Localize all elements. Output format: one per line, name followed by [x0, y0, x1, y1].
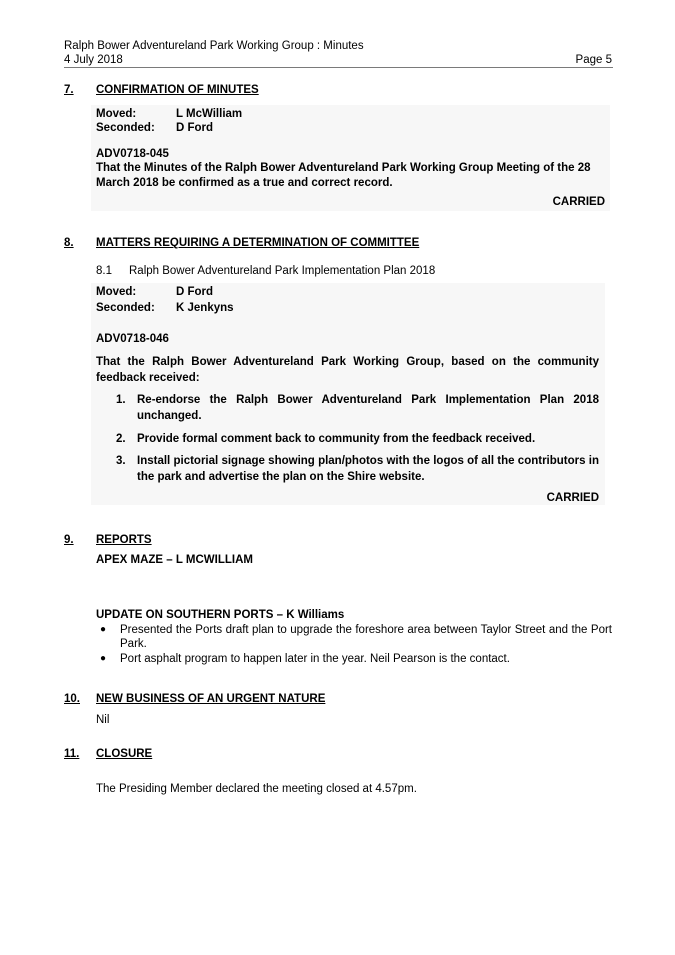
section-8-resolution-id: ADV0718-046	[96, 333, 169, 345]
item-text: Provide formal comment back to community from the feedback received.	[137, 433, 536, 445]
bullet-text: Port asphalt program to happen later in the year. Neil Pearson is the contact.	[120, 653, 510, 665]
section-8-seconded	[96, 301, 234, 315]
moved-value: D Ford	[176, 286, 214, 298]
section-8-resolution-intro: That the Ralph Bower Adventureland Park Working Group, based on the community feedback received:	[96, 356, 599, 384]
section-7-title: CONFIRMATION OF MINUTES	[96, 84, 259, 96]
section-10-body: Nil	[96, 714, 110, 726]
item-number: 1.	[116, 394, 126, 406]
section-8-number: 8.	[64, 237, 74, 249]
moved-label: Moved:	[96, 286, 137, 298]
section-7-resolution-text: That the Minutes of the Ralph Bower Adventureland Park Working Group Meeting of the 28 March 2018 be confirmed as a true and correct record.	[96, 162, 591, 189]
meeting-date: 4 July 2018	[64, 54, 123, 66]
seconded-label: Seconded:	[96, 302, 155, 314]
resolution-item	[116, 431, 599, 447]
bullet-icon: ●	[100, 624, 107, 635]
seconded-label: Seconded:	[96, 122, 155, 134]
item-text: Re-endorse the Ralph Bower Adventureland Park Implementation Plan 2018 unchanged.	[137, 394, 599, 422]
resolution-item	[116, 392, 599, 424]
bullet-text: Presented the Ports draft plan to upgrade the foreshore area between Taylor Street and the Port Park.	[120, 624, 612, 650]
list-item	[100, 652, 612, 666]
page-number: Page 5	[575, 54, 612, 66]
section-7-resolution-id: ADV0718-045	[96, 148, 169, 160]
item-text: Install pictorial signage showing plan/photos with the logos of all the contributors in the park and advertise the plan on the Shire website.	[137, 455, 599, 483]
seconded-value: D Ford	[176, 122, 214, 134]
section-7-number: 7.	[64, 84, 74, 96]
section-9-number: 9.	[64, 534, 74, 546]
list-item	[100, 623, 612, 651]
bullet-icon: ●	[100, 653, 107, 664]
seconded-value: K Jenkyns	[176, 302, 234, 314]
item-number: 2.	[116, 433, 126, 445]
section-11-number: 11.	[64, 748, 80, 760]
section-11-title: CLOSURE	[96, 748, 153, 760]
report-apex-maze: APEX MAZE – L MCWILLIAM	[96, 554, 253, 566]
section-8-1-number: 8.1	[96, 265, 112, 277]
section-7-seconded	[96, 121, 213, 135]
section-8-carried: CARRIED	[546, 492, 599, 504]
section-11-body: The Presiding Member declared the meeting closed at 4.57pm.	[96, 783, 417, 795]
page-header	[64, 40, 612, 67]
section-9-title: REPORTS	[96, 534, 152, 546]
section-8-moved	[96, 285, 213, 299]
document-title: Ralph Bower Adventureland Park Working Group : Minutes	[64, 40, 364, 52]
resolution-item	[116, 453, 599, 485]
moved-value: L McWilliam	[176, 108, 243, 120]
section-7-carried: CARRIED	[552, 196, 605, 208]
section-10-title: NEW BUSINESS OF AN URGENT NATURE	[96, 693, 326, 705]
section-10-number: 10.	[64, 693, 80, 705]
moved-label: Moved:	[96, 108, 137, 120]
item-number: 3.	[116, 455, 126, 467]
section-7-moved	[96, 107, 242, 121]
header-divider	[64, 67, 613, 68]
section-8-title: MATTERS REQUIRING A DETERMINATION OF COMMITTEE	[96, 237, 420, 249]
report-southern-ports: UPDATE ON SOUTHERN PORTS – K Williams	[96, 609, 345, 621]
section-8-1-title: Ralph Bower Adventureland Park Implementation Plan 2018	[129, 265, 436, 277]
